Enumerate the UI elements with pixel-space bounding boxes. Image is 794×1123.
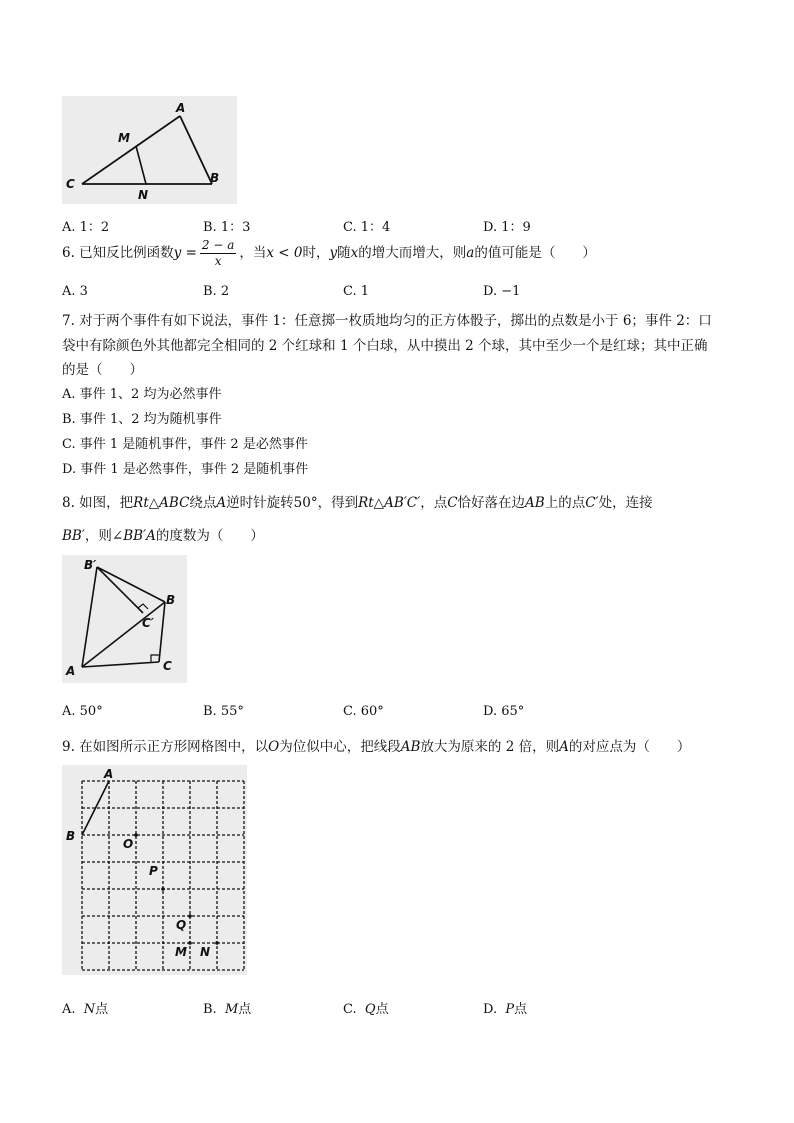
q7-stem-line1: 7. 对于两个事件有如下说法，事件 1：任意掷一枚质地均匀的正方体骰子，掷出的点数是小于 6；事件 2：口	[62, 313, 712, 329]
label-P: P	[149, 864, 158, 878]
label-M: M	[118, 131, 130, 145]
q6-option-d: D. −1	[483, 284, 521, 299]
label-B: B	[166, 593, 176, 607]
q6-option-b: B. 2	[203, 284, 230, 299]
label-M: M	[175, 945, 187, 959]
q9-option-a: A. N点	[62, 1002, 109, 1017]
q5-option-a: A. 1：2	[62, 220, 110, 235]
label-C-prime: C′	[142, 616, 154, 630]
q6-fraction: $\frac{2 - a}{x}$	[201, 238, 235, 268]
triangle-figure-q5	[62, 96, 237, 204]
q6-option-a: A. 3	[62, 284, 88, 299]
q8-option-b: B. 55°	[203, 704, 244, 719]
q9-stem: 9. 在如图所示正方形网格图中，以O为位似中心，把线段AB放大为原来的 2 倍，则A的对应点为（ ）	[62, 739, 691, 755]
q7-stem-line2: 袋中有除颜色外其他都完全相同的 2 个红球和 1 个白球，从中摸出 2 个球，其中至少一个是红球；其中正确	[62, 338, 708, 354]
label-A: A	[66, 664, 76, 678]
q6-option-c: C. 1	[343, 284, 370, 299]
q8-stem-line2: BB′，则∠BB′A的度数为（ ）	[62, 528, 264, 544]
q7-stem-line3: 的是（ ）	[62, 362, 143, 378]
label-N: N	[138, 188, 149, 202]
label-B-prime: B′	[84, 558, 97, 572]
q7-option-d: D. 事件 1 是必然事件，事件 2 是随机事件	[62, 462, 309, 477]
label-A: A	[104, 767, 114, 781]
grid-figure-q9	[62, 765, 247, 975]
label-B: B	[210, 171, 220, 185]
q9-option-d: D. P点	[483, 1002, 528, 1017]
q7-option-a: A. 事件 1、2 均为必然事件	[62, 387, 222, 402]
q6-stem: 6. 已知反比例函数y = $\frac{2 - a}{x}$ ，当x < 0时，y随x的增大而增大，则a的值可能是（ ）	[62, 238, 596, 268]
label-O: O	[123, 837, 134, 851]
label-A: A	[176, 101, 186, 115]
q8-option-d: D. 65°	[483, 704, 525, 719]
label-B: B	[66, 829, 76, 843]
label-N: N	[200, 945, 211, 959]
label-C: C	[66, 177, 75, 191]
q7-option-c: C. 事件 1 是随机事件，事件 2 是必然事件	[62, 437, 308, 452]
rotation-figure-q8	[62, 555, 187, 683]
label-Q: Q	[176, 918, 187, 932]
q8-stem-line1: 8. 如图，把Rt△ABC绕点A逆时针旋转50°，得到Rt△AB′C′，点C恰好落在边AB上的点C′处，连接	[62, 495, 653, 511]
q8-option-c: C. 60°	[343, 704, 384, 719]
q9-option-b: B. M点	[203, 1002, 252, 1017]
q9-option-c: C. Q点	[343, 1002, 389, 1017]
q8-option-a: A. 50°	[62, 704, 103, 719]
q5-option-b: B. 1：3	[203, 220, 251, 235]
q7-option-b: B. 事件 1、2 均为随机事件	[62, 412, 222, 427]
label-C: C	[163, 659, 172, 673]
q5-option-c: C. 1：4	[343, 220, 391, 235]
q5-option-d: D. 1：9	[483, 220, 531, 235]
